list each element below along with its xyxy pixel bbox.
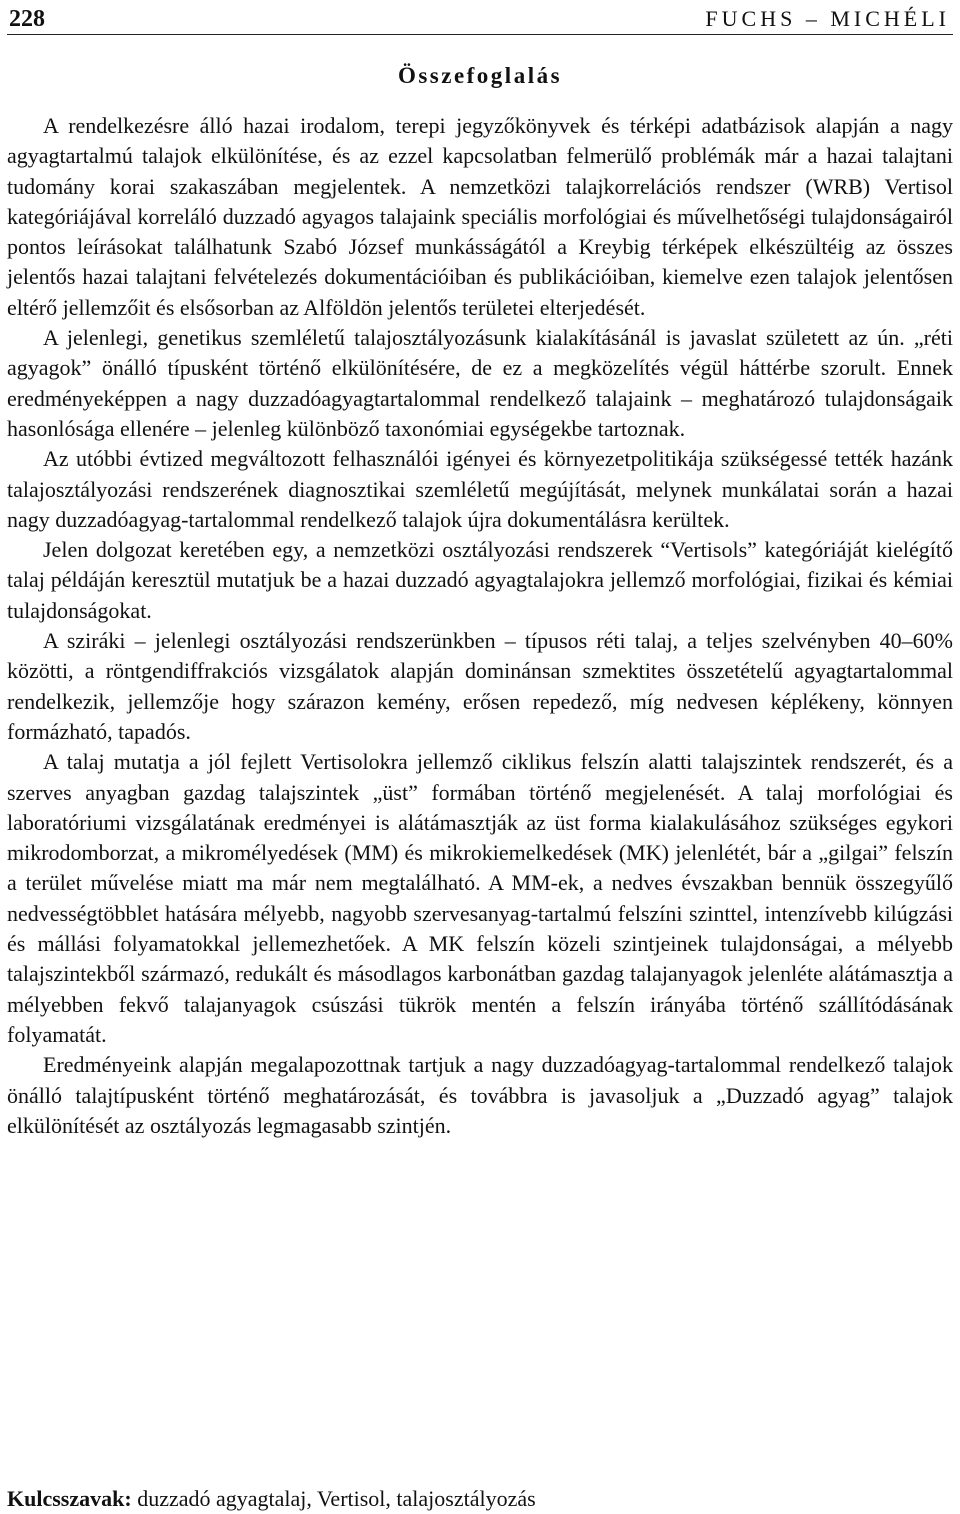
paragraph: Az utóbbi évtized megváltozott felhasználói igényei és környezetpolitikája szükségessé tették hazánk talajosztályozási rendszerének diagnosztikai szemléletű megújítását, melynek munkálatai során a hazai nagy duzzadóagyag-tartalommal rendelkező talajok újra dokumentálásra kerültek.	[7, 446, 953, 532]
paragraph: Jelen dolgozat keretében egy, a nemzetközi osztályozási rendszerek “Vertisols” kategóriáját kielégítő talaj példáján keresztül mutatjuk be a hazai duzzadó agyagtalajokra jellemző morfológiai, fizikai és kémiai tulajdonságokat.	[7, 537, 953, 623]
keywords-line	[7, 1486, 536, 1512]
paragraph: A jelenlegi, genetikus szemléletű talajosztályozásunk kialakításánál is javaslat született az ún. „réti agyagok” önálló típusként történő elkülönítésére, de ez a megközelítés végül háttérbe szorult. Ennek eredményeképpen a nagy duzzadóagyagtartalommal rendelkező talajaink – meghatározó tulajdonságaik hasonlósága ellenére – jelenleg különböző taxonómiai egységekbe tartoznak.	[7, 325, 953, 441]
page-number: 228	[9, 6, 45, 32]
section-title: Összefoglalás	[397, 63, 563, 88]
paragraph: A rendelkezésre álló hazai irodalom, terepi jegyzőkönyvek és térképi adatbázisok alapján a nagy agyagtartalmú talajok elkülönítése, és az ezzel kapcsolatban felmerülő problémák már a hazai talajtani tudomány korai szakaszában megjelentek. A nemzetközi talajkorrelációs rendszer (WRB) Vertisol kategóriájával korreláló duzzadó agyagos talajaink speciális morfológiai és művelhetőségi tulajdonságairól pontos leírásokat találhatunk Szabó József munkásságától a Kreybig térképek elkészültéig az összes jelentős hazai talajtani felvételezés dokumentációiban és publikációiban, kiemelve ezen talajok jelentősen eltérő jellemzőit és elsősorban az Alföldön jelentős területei elterjedését.	[7, 113, 953, 320]
keywords-text: duzzadó agyagtalaj, Vertisol, talajosztályozás	[137, 1486, 536, 1511]
abstract-body	[7, 111, 953, 1141]
paragraph: Eredményeink alapján megalapozottnak tartjuk a nagy duzzadóagyag-tartalommal rendelkező talajok önálló talajtípusként történő meghatározását, és továbbra is javasoljuk a „Duzzadó agyag” talajok elkülönítését az osztályozás legmagasabb szintjén.	[7, 1052, 953, 1138]
running-header	[7, 0, 953, 35]
running-author: FUCHS – MICHÉLI	[705, 6, 950, 31]
paragraph: A talaj mutatja a jól fejlett Vertisolokra jellemző ciklikus felszín alatti talajszintek rendszerét, és a szerves anyagban gazdag talajszintek „üst” formában történő megjelenését. A talaj morfológiai és laboratóriumi vizsgálatának eredményei is alátámasztják az üst forma kialakulásához szükséges egykori mikrodomborzat, a mikromélyedések (MM) és mikrokiemelkedések (MK) jelenlétét, bár a „gilgai” felszín a terület művelése miatt ma már nem megtalálható. A MM-ek, a nedves évszakban bennük összegyűlő nedvességtöbblet hatására mélyebb, nagyobb szervesanyag-tartalmú felszíni szinttel, intenzívebb kilúgzási és mállási folyamatokkal jellemezhetőek. A MK felszín közeli szintjeinek tulajdonságai, a mélyebb talajszintekből származó, redukált és másodlagos karbonátban gazdag talajanyagok jelenléte alátámasztja a mélyebben fekvő talajanyagok csúszási tükrök mentén a felszín irányába történő szállítódásának folyamatát.	[7, 749, 953, 1047]
paragraph: A sziráki – jelenlegi osztályozási rendszerünkben – típusos réti talaj, a teljes szelvényben 40–60% közötti, a röntgendiffrakciós vizsgálatok alapján dominánsan szmektites összetételű agyagtartalommal rendelkezik, jellemzője hogy szárazon kemény, erősen repedező, míg nedvesen képlékeny, könnyen formázható, tapadós.	[7, 628, 953, 744]
keywords-label: Kulcsszavak:	[7, 1486, 132, 1511]
